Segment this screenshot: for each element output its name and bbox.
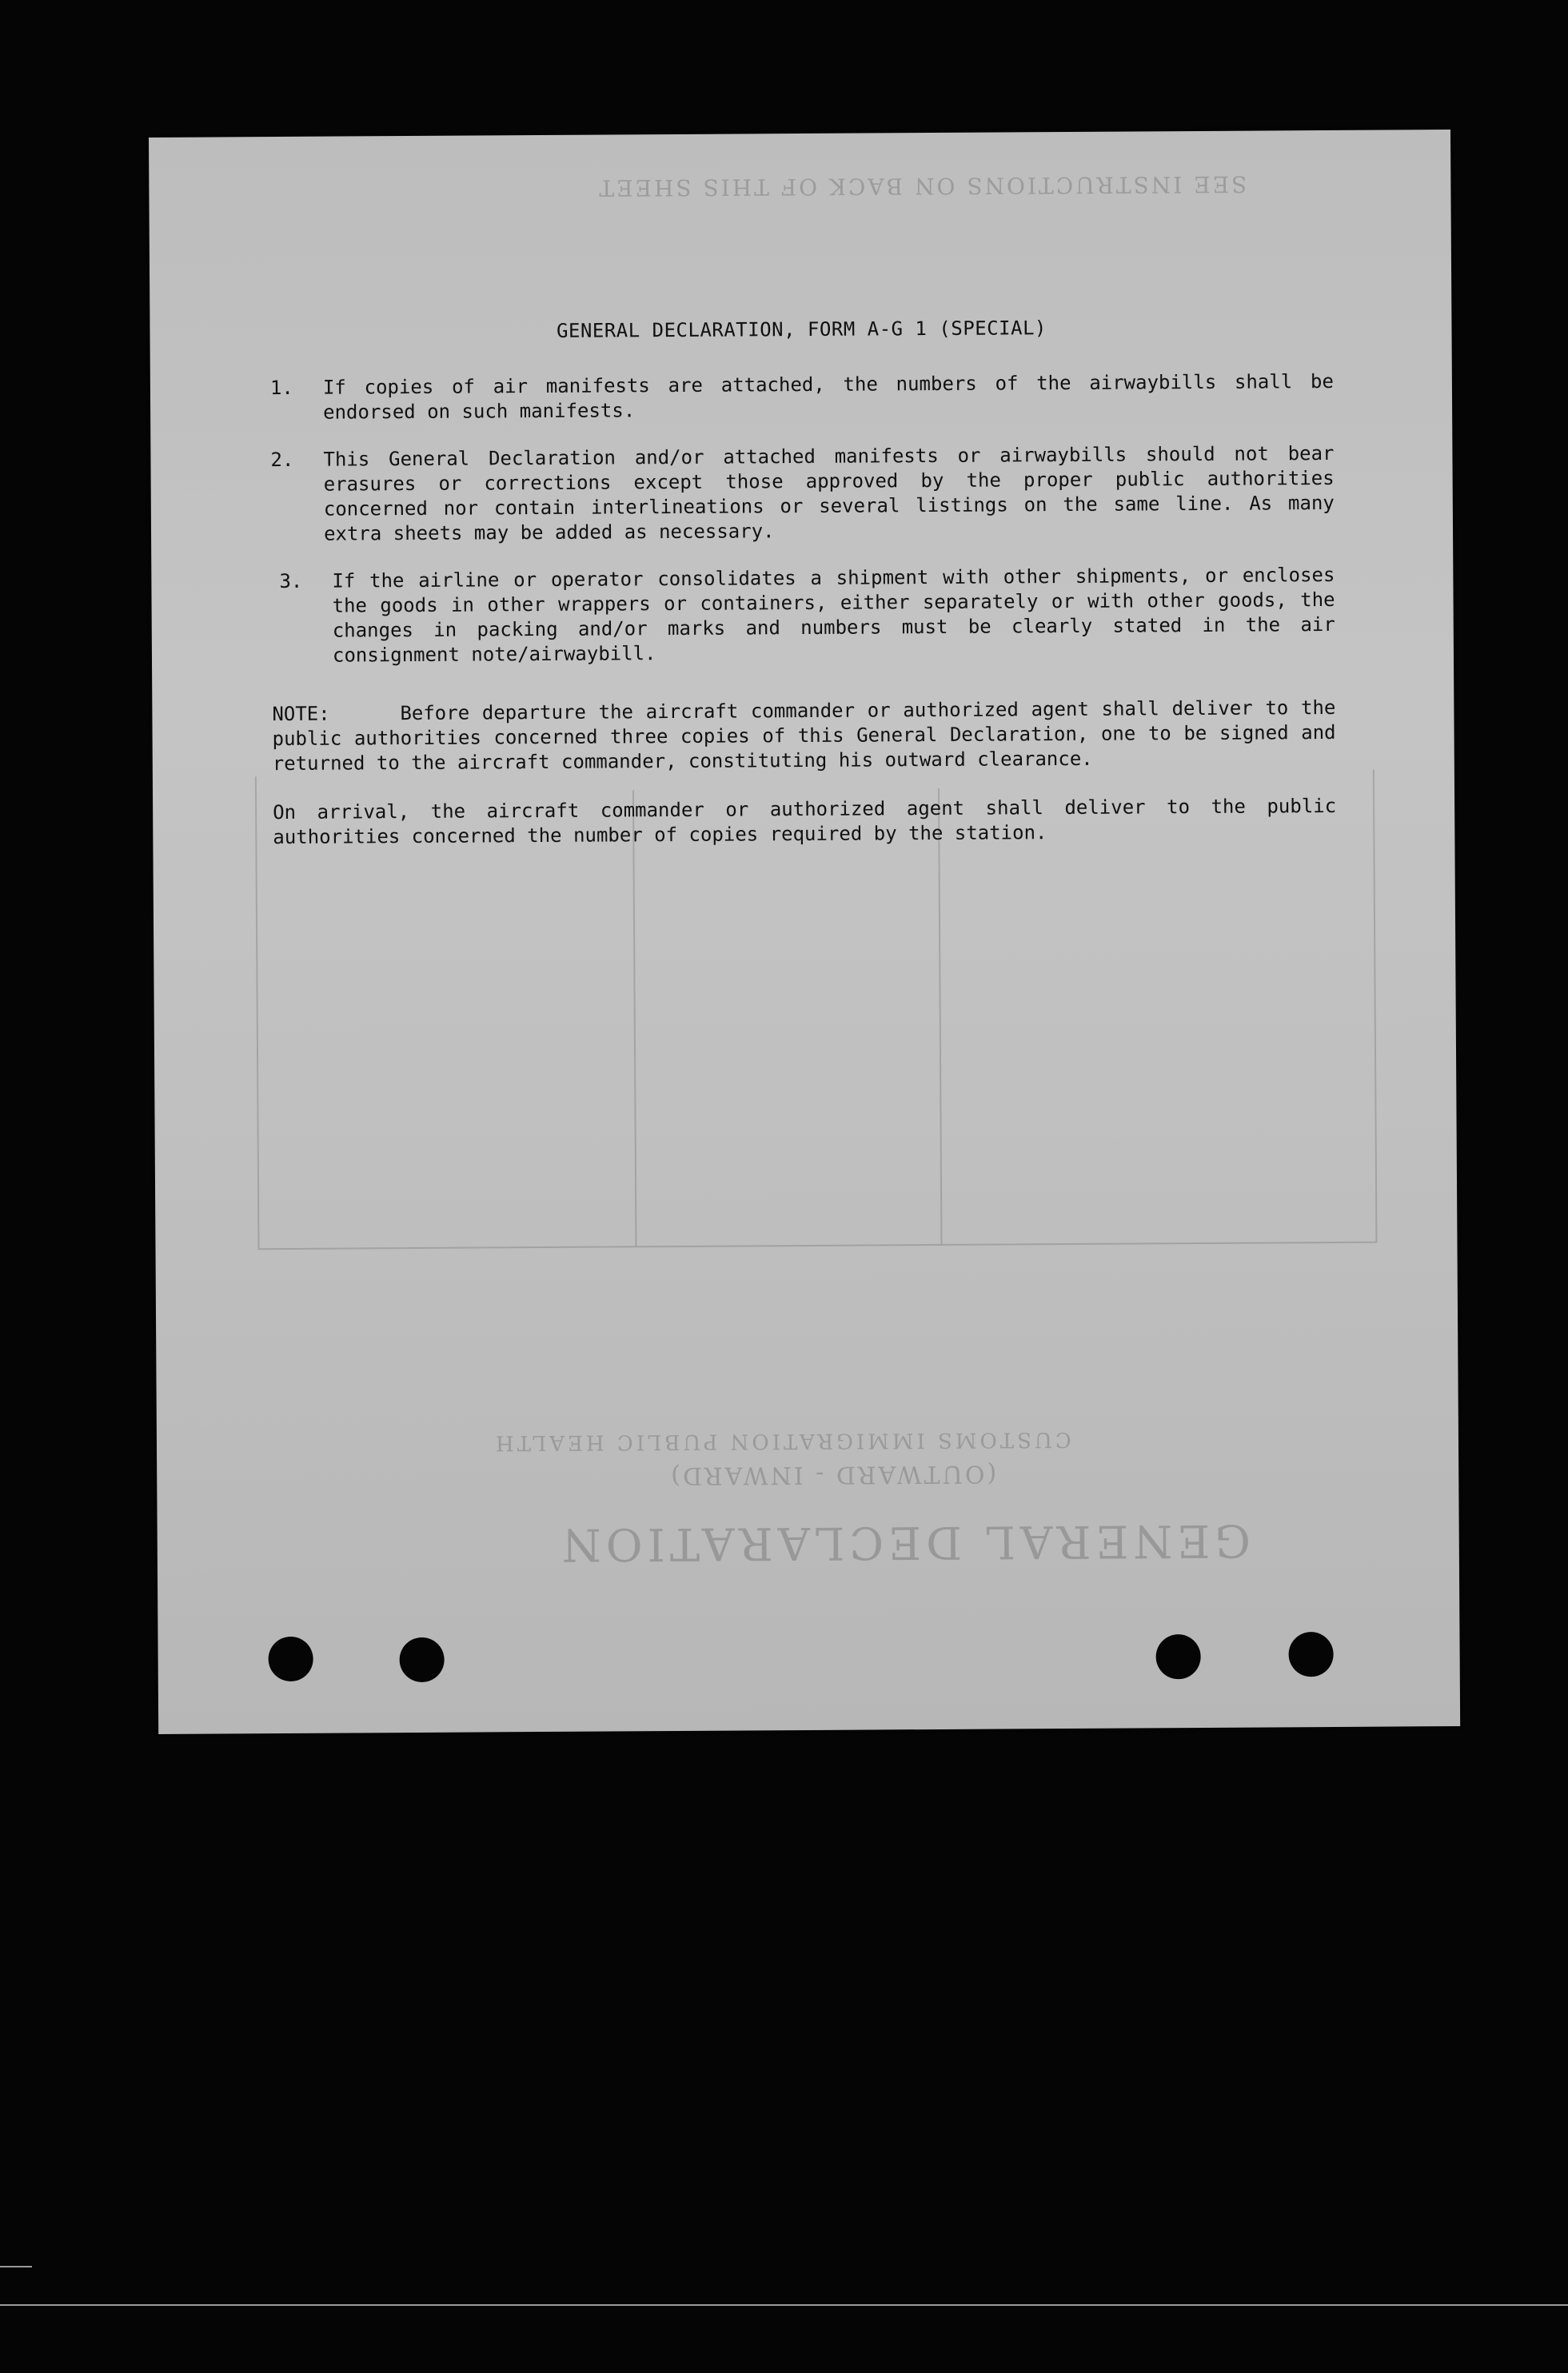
punch-hole [399, 1637, 444, 1682]
item-number: 1. [269, 376, 293, 400]
film-edge-line [0, 2266, 32, 2267]
punch-hole [1155, 1634, 1200, 1679]
reverse-side-bleed-heading: GENERAL DECLARATION [557, 1514, 1251, 1570]
instruction-item [270, 441, 1335, 547]
reverse-side-table-ghost-col [632, 788, 942, 1246]
punch-hole [1288, 1632, 1333, 1677]
film-edge-line [0, 2304, 1568, 2306]
reverse-side-bleed-subheading: (OUTWARD - INWARD) [668, 1459, 997, 1490]
page-title: GENERAL DECLARATION, FORM A-G 1 (SPECIAL) [556, 317, 1047, 342]
instruction-item [271, 563, 1335, 668]
reverse-side-bleed-line: CUSTOMS IMMIGRATION PUBLIC HEALTH [492, 1426, 1071, 1455]
reverse-side-bleed-top: SEE INSTRUCTIONS ON BACK OF THIS SHEET [596, 170, 1247, 201]
item-text: If copies of air manifests are attached, the numbers of the airwaybills shall be endorsed on such manifests. [322, 369, 1334, 424]
item-number: 3. [279, 569, 303, 593]
punch-hole [268, 1637, 313, 1681]
note-text: Before departure the aircraft commander or authorized agent shall deliver to the public authorities concerned three copies of this General Declaration, one to be signed and returned to the aircraft commander, constituting his outward clearance. [272, 696, 1336, 776]
declaration-instructions [269, 314, 1336, 850]
item-text: This General Declaration and/or attached manifests or airwaybills should not bear erasures or corrections except those approved by the proper public authorities concerned nor contain interlineations or several listings on the same line. As many extra sheets may be added as necessary. [323, 441, 1335, 545]
item-number: 2. [270, 448, 294, 472]
item-text: If the airline or operator consolidates a shipment with other shipments, or encloses the goods in other wrappers or containers, either separately or with other goods, the changes in packing and/or marks and numbers must be clearly stated in the air consignment note/airwaybill. [332, 563, 1335, 667]
arrival-note: On arrival, the aircraft commander or authorized agent shall deliver to the public authorities concerned the number of copies required by the station. [273, 794, 1337, 849]
note-label: NOTE: [272, 702, 330, 726]
departure-note [272, 696, 1336, 776]
instruction-item [270, 369, 1334, 425]
document-page [149, 130, 1460, 1734]
